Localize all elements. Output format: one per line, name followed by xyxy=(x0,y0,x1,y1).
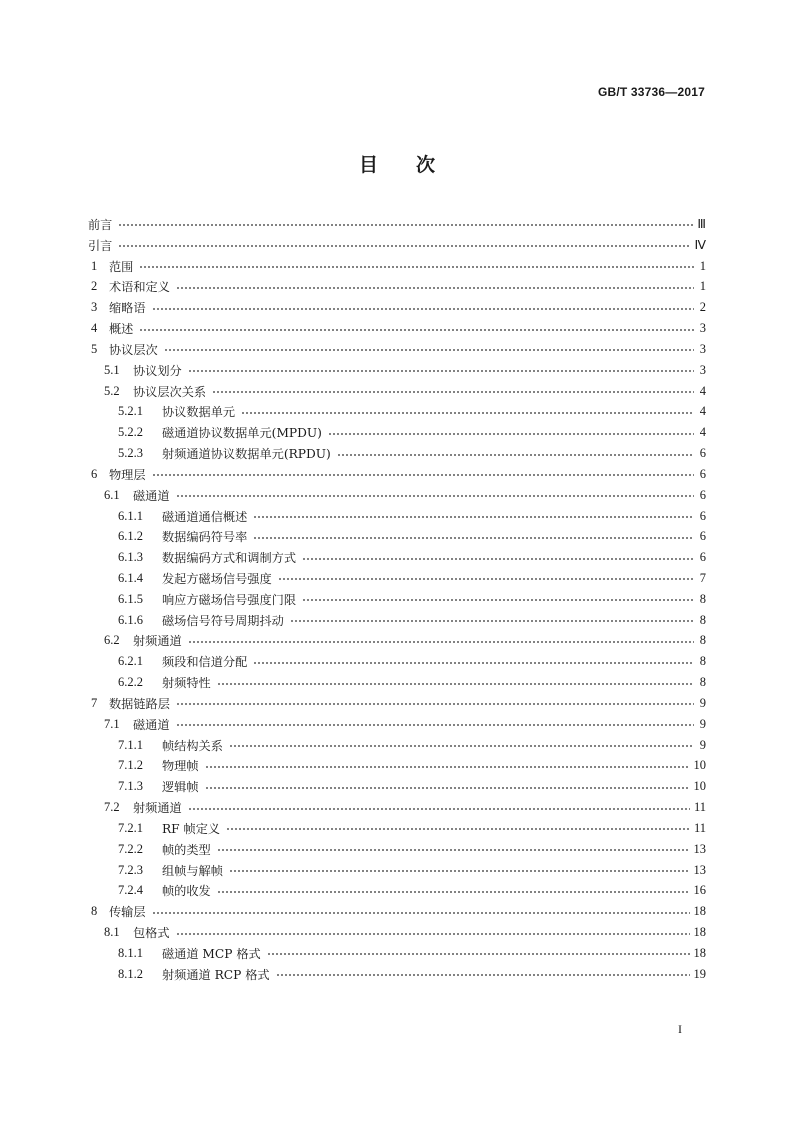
toc-entry[interactable] xyxy=(88,818,706,839)
toc-dot-leader xyxy=(241,412,694,414)
toc-entry-page: 1 xyxy=(699,279,706,294)
toc-entry-page: 6 xyxy=(699,466,706,481)
toc-entry-title: 数据编码方式和调制方式 xyxy=(162,551,297,566)
toc-entry-page: 6 xyxy=(699,487,706,502)
toc-entry-page: 18 xyxy=(693,945,706,960)
toc-entry-title: 包格式 xyxy=(133,926,170,941)
toc-entry-page: 4 xyxy=(699,383,706,398)
toc-entry-title: 射频通道 RCP 格式 xyxy=(162,967,270,982)
toc-entry[interactable] xyxy=(88,464,706,485)
toc-entry[interactable] xyxy=(88,256,706,277)
toc-entry-page: 10 xyxy=(693,779,706,794)
toc-entry[interactable] xyxy=(88,568,706,589)
toc-entry-number: 6.1.5 xyxy=(118,591,143,606)
toc-entry-page: 8 xyxy=(699,612,706,627)
toc-entry-title: 逻辑帧 xyxy=(162,780,199,795)
toc-dot-leader xyxy=(267,953,690,955)
toc-entry-number: 8.1.1 xyxy=(118,945,143,960)
toc-entry-number: 6.2 xyxy=(104,633,120,648)
toc-entry-page: 4 xyxy=(699,404,706,419)
toc-entry-title: 物理层 xyxy=(109,467,146,482)
toc-dot-leader xyxy=(118,245,690,247)
toc-entry-number: 7.1.1 xyxy=(118,737,143,752)
toc-entry-page: Ⅳ xyxy=(694,238,706,253)
toc-dot-leader xyxy=(205,787,690,789)
toc-entry-page: 7 xyxy=(699,570,706,585)
toc-dot-leader xyxy=(205,766,690,768)
toc-entry-number: 7.2 xyxy=(104,800,120,815)
toc-entry[interactable] xyxy=(88,797,706,818)
toc-entry-number: 6 xyxy=(91,466,98,481)
toc-entry-number: 3 xyxy=(91,300,98,315)
toc-entry-title: RF 帧定义 xyxy=(162,821,221,836)
toc-entry[interactable] xyxy=(88,901,706,922)
toc-entry-number: 5.2 xyxy=(104,383,120,398)
toc-entry-number: 7.1.2 xyxy=(118,758,143,773)
toc-entry-number: 5 xyxy=(91,341,98,356)
toc-entry-title: 帧结构关系 xyxy=(162,738,223,753)
toc-entry-page: 9 xyxy=(699,716,706,731)
toc-entry-title: 协议划分 xyxy=(133,363,182,378)
toc-entry-number: 1 xyxy=(91,258,98,273)
toc-entry-page: Ⅲ xyxy=(697,217,706,232)
toc-entry-page: 9 xyxy=(699,695,706,710)
toc-dot-leader xyxy=(278,578,694,580)
toc-entry-number: 6.2.1 xyxy=(118,654,143,669)
toc-entry-page: 8 xyxy=(699,591,706,606)
toc-entry-page: 6 xyxy=(699,550,706,565)
toc-entry-number: 7.2.1 xyxy=(118,820,143,835)
toc-entry-number: 6.1.4 xyxy=(118,570,143,585)
toc-entry-title: 引言 xyxy=(88,238,113,253)
toc-entry[interactable] xyxy=(88,922,706,943)
toc-entry[interactable] xyxy=(88,776,706,797)
toc-entry-number: 7.1 xyxy=(104,716,120,731)
toc-entry-page: 10 xyxy=(693,758,706,773)
standard-code: GB/T 33736—2017 xyxy=(597,85,705,99)
toc-dot-leader xyxy=(188,808,690,810)
toc-entry-title: 数据编码符号率 xyxy=(162,530,248,545)
toc-dot-leader xyxy=(217,891,690,893)
toc-entry[interactable] xyxy=(88,964,706,985)
toc-dot-leader xyxy=(188,641,694,643)
toc-entry-title: 频段和信道分配 xyxy=(162,655,248,670)
toc-dot-leader xyxy=(188,370,694,372)
toc-entry-page: 4 xyxy=(699,425,706,440)
toc-entry[interactable] xyxy=(88,339,706,360)
toc-entry-title: 缩略语 xyxy=(109,301,146,316)
toc-entry[interactable] xyxy=(88,881,706,902)
toc-entry-title: 射频通道 xyxy=(133,801,182,816)
title-char-left: 目 xyxy=(358,154,378,176)
toc-dot-leader xyxy=(217,683,694,685)
toc-dot-leader xyxy=(212,391,694,393)
toc-entry[interactable] xyxy=(88,547,706,568)
toc-entry[interactable] xyxy=(88,401,706,422)
toc-entry[interactable] xyxy=(88,735,706,756)
toc-entry-title: 磁通道通信概述 xyxy=(162,509,248,524)
toc-entry-page: 2 xyxy=(699,300,706,315)
toc-entry[interactable] xyxy=(88,235,706,256)
toc-entry-number: 2 xyxy=(91,279,98,294)
toc-entry-page: 16 xyxy=(693,883,706,898)
toc-entry[interactable] xyxy=(88,297,706,318)
toc-dot-leader xyxy=(139,329,694,331)
toc-dot-leader xyxy=(139,266,694,268)
toc-entry-page: 6 xyxy=(699,529,706,544)
toc-entry-page: 13 xyxy=(693,841,706,856)
toc-entry-page: 8 xyxy=(699,675,706,690)
toc-dot-leader xyxy=(176,287,694,289)
toc-entry[interactable] xyxy=(88,381,706,402)
toc-entry-number: 5.2.2 xyxy=(118,425,143,440)
toc-entry[interactable] xyxy=(88,610,706,631)
toc-entry-number: 6.1 xyxy=(104,487,120,502)
toc-entry-title: 组帧与解帧 xyxy=(162,863,223,878)
toc-entry-title: 物理帧 xyxy=(162,759,199,774)
toc-entry[interactable] xyxy=(88,860,706,881)
toc-entry-number: 7.1.3 xyxy=(118,779,143,794)
toc-entry-page: 13 xyxy=(693,862,706,877)
toc-dot-leader xyxy=(176,933,690,935)
toc-entry-title: 概述 xyxy=(109,322,134,337)
toc-entry-title: 协议数据单元 xyxy=(162,405,236,420)
toc-entry-number: 5.2.3 xyxy=(118,446,143,461)
toc-entry-page: 18 xyxy=(693,925,706,940)
toc-entry[interactable] xyxy=(88,318,706,339)
toc-entry-number: 6.1.1 xyxy=(118,508,143,523)
toc-entry-title: 术语和定义 xyxy=(109,280,170,295)
toc-entry-number: 7 xyxy=(91,695,98,710)
toc-entry-title: 传输层 xyxy=(109,905,146,920)
toc-entry-title: 射频通道协议数据单元(RPDU) xyxy=(162,447,331,462)
table-of-contents xyxy=(88,214,706,985)
toc-entry-title: 磁通道 MCP 格式 xyxy=(162,946,261,961)
toc-entry-title: 协议层次关系 xyxy=(133,384,207,399)
toc-entry-page: 6 xyxy=(699,508,706,523)
title-char-right: 次 xyxy=(416,154,436,176)
toc-entry[interactable] xyxy=(88,526,706,547)
toc-dot-leader xyxy=(302,599,694,601)
toc-entry-page: 19 xyxy=(693,966,706,981)
toc-entry-title: 范围 xyxy=(109,259,134,274)
toc-entry-title: 发起方磁场信号强度 xyxy=(162,571,272,586)
toc-entry[interactable] xyxy=(88,506,706,527)
toc-entry-page: 18 xyxy=(693,904,706,919)
toc-entry[interactable] xyxy=(88,589,706,610)
toc-entry-title: 帧的收发 xyxy=(162,884,211,899)
toc-entry[interactable] xyxy=(88,943,706,964)
toc-entry-title: 磁通道 xyxy=(133,717,170,732)
toc-entry-number: 6.1.2 xyxy=(118,529,143,544)
toc-dot-leader xyxy=(328,433,694,435)
toc-dot-leader xyxy=(152,474,694,476)
toc-dot-leader xyxy=(229,870,690,872)
toc-entry[interactable] xyxy=(88,360,706,381)
toc-entry-number: 4 xyxy=(91,321,98,336)
toc-entry-number: 7.2.4 xyxy=(118,883,143,898)
toc-dot-leader xyxy=(253,537,694,539)
toc-entry-title: 射频通道 xyxy=(133,634,182,649)
toc-dot-leader xyxy=(118,224,693,226)
toc-dot-leader xyxy=(176,495,694,497)
toc-entry[interactable] xyxy=(88,651,706,672)
toc-entry[interactable] xyxy=(88,276,706,297)
toc-dot-leader xyxy=(302,558,694,560)
toc-entry-title: 磁通道 xyxy=(133,488,170,503)
toc-dot-leader xyxy=(164,349,694,351)
toc-entry-title: 响应方磁场信号强度门限 xyxy=(162,592,297,607)
toc-entry-number: 6.1.3 xyxy=(118,550,143,565)
toc-entry[interactable] xyxy=(88,443,706,464)
toc-dot-leader xyxy=(337,454,694,456)
toc-entry[interactable] xyxy=(88,672,706,693)
toc-dot-leader xyxy=(253,662,694,664)
toc-entry[interactable] xyxy=(88,714,706,735)
toc-entry[interactable] xyxy=(88,693,706,714)
toc-entry-page: 8 xyxy=(699,654,706,669)
toc-entry[interactable] xyxy=(88,839,706,860)
toc-entry-page: 1 xyxy=(699,258,706,273)
toc-entry-number: 7.2.3 xyxy=(118,862,143,877)
toc-entry-number: 8 xyxy=(91,904,98,919)
toc-entry[interactable] xyxy=(88,485,706,506)
toc-dot-leader xyxy=(217,849,690,851)
toc-dot-leader xyxy=(176,703,694,705)
toc-entry-title: 磁场信号符号周期抖动 xyxy=(162,613,284,628)
toc-dot-leader xyxy=(176,724,694,726)
toc-entry-page: 3 xyxy=(699,321,706,336)
toc-dot-leader xyxy=(152,912,690,914)
toc-entry-page: 6 xyxy=(699,446,706,461)
toc-dot-leader xyxy=(229,745,694,747)
toc-dot-leader xyxy=(152,308,694,310)
toc-entry-title: 数据链路层 xyxy=(109,696,170,711)
toc-entry-number: 6.1.6 xyxy=(118,612,143,627)
toc-dot-leader xyxy=(226,828,690,830)
toc-entry-page: 11 xyxy=(693,800,706,815)
toc-entry[interactable] xyxy=(88,756,706,777)
toc-entry[interactable] xyxy=(88,422,706,443)
toc-entry-page: 9 xyxy=(699,737,706,752)
page-title xyxy=(0,150,794,177)
toc-entry-title: 前言 xyxy=(88,217,113,232)
toc-entry-title: 磁通道协议数据单元(MPDU) xyxy=(162,426,322,441)
toc-entry-number: 8.1.2 xyxy=(118,966,143,981)
toc-entry-number: 5.1 xyxy=(104,362,120,377)
toc-dot-leader xyxy=(253,516,694,518)
toc-entry-number: 8.1 xyxy=(104,925,120,940)
toc-entry[interactable] xyxy=(88,631,706,652)
toc-entry-number: 6.2.2 xyxy=(118,675,143,690)
toc-entry-number: 7.2.2 xyxy=(118,841,143,856)
toc-entry-title: 射频特性 xyxy=(162,676,211,691)
toc-entry-page: 3 xyxy=(699,362,706,377)
page-number: I xyxy=(678,1022,682,1036)
toc-entry-page: 3 xyxy=(699,341,706,356)
toc-dot-leader xyxy=(290,620,694,622)
toc-entry-title: 帧的类型 xyxy=(162,842,211,857)
toc-entry-number: 5.2.1 xyxy=(118,404,143,419)
toc-entry-page: 11 xyxy=(693,820,706,835)
toc-entry-title: 协议层次 xyxy=(109,342,158,357)
toc-entry[interactable] xyxy=(88,214,706,235)
toc-entry-page: 8 xyxy=(699,633,706,648)
toc-dot-leader xyxy=(276,974,690,976)
